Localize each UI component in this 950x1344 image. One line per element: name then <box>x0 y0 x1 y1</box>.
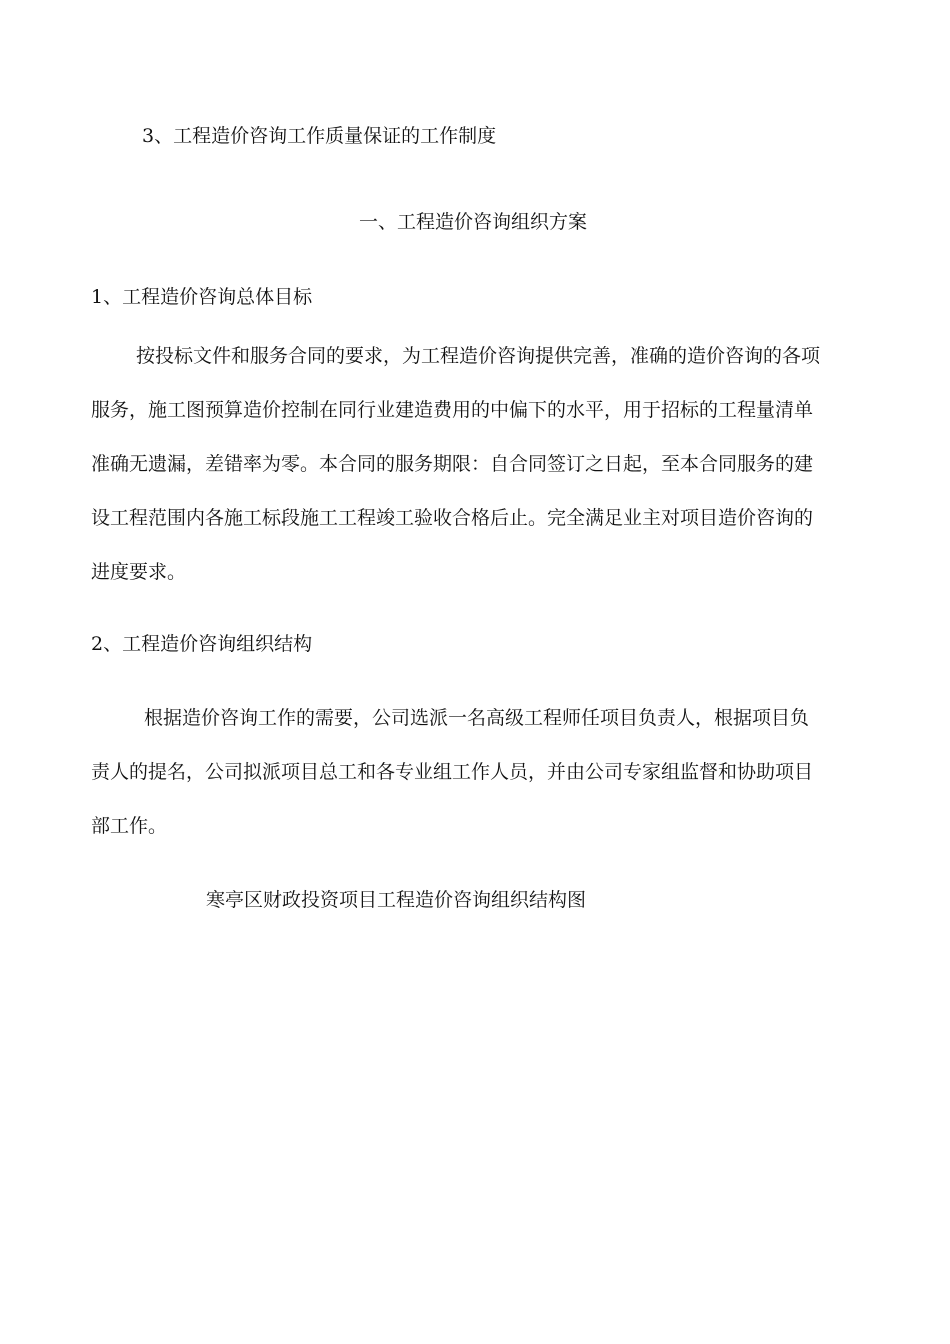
paragraph-line: 根据造价咨询工作的需要，公司选派一名高级工程师任项目负责人，根据项目负 <box>144 707 810 729</box>
section-title: 一、工程造价咨询组织方案 <box>359 211 588 233</box>
subsection-1-heading: 1、工程造价咨询总体目标 <box>91 286 313 308</box>
paragraph-overall-goal <box>91 329 863 599</box>
subsection-2-heading: 2、工程造价咨询组织结构 <box>91 633 313 655</box>
org-chart-caption: 寒亭区财政投资项目工程造价咨询组织结构图 <box>206 889 587 911</box>
paragraph-line: 准确无遗漏，差错率为零。本合同的服务期限：自合同签订之日起，至本合同服务的建 <box>91 453 814 475</box>
paragraph-line: 部工作。 <box>91 815 168 837</box>
paragraph-line: 按投标文件和服务合同的要求，为工程造价咨询提供完善，准确的造价咨询的各项 <box>136 345 821 367</box>
paragraph-organization-structure <box>91 691 863 853</box>
paragraph-line: 服务，施工图预算造价控制在同行业建造费用的中偏下的水平，用于招标的工程量清单 <box>91 399 814 421</box>
paragraph-line: 设工程范围内各施工标段施工工程竣工验收合格后止。完全满足业主对项目造价咨询的 <box>91 507 814 529</box>
item3-heading: 3、工程造价咨询工作质量保证的工作制度 <box>142 125 497 147</box>
paragraph-line: 进度要求。 <box>91 561 187 583</box>
paragraph-line: 责人的提名，公司拟派项目总工和各专业组工作人员，并由公司专家组监督和协助项目 <box>91 761 814 783</box>
